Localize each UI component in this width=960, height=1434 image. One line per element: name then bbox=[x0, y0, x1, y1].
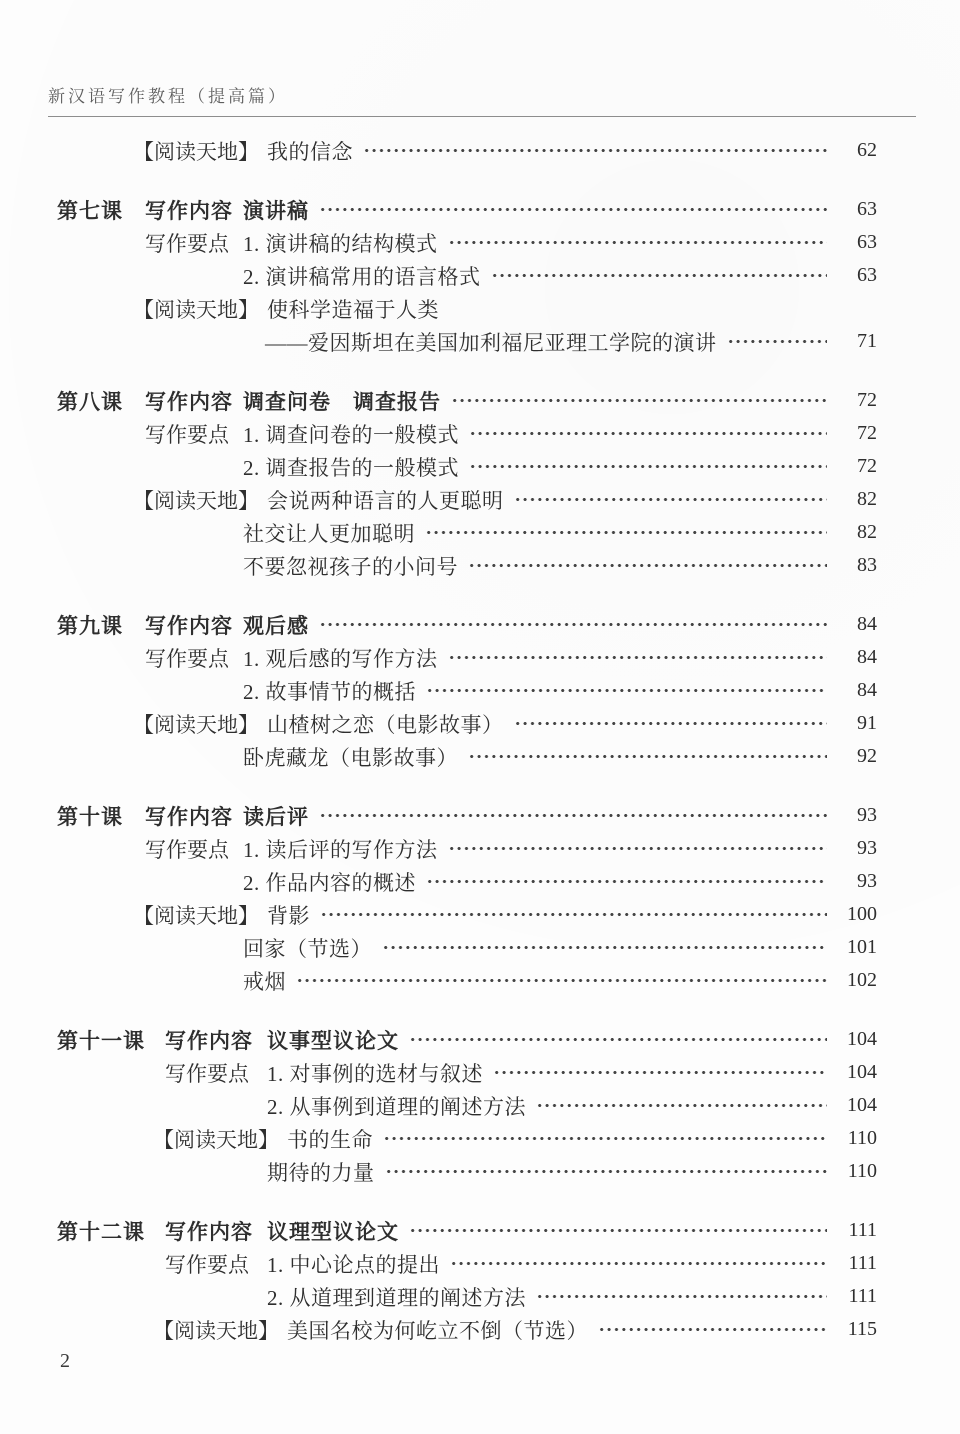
page-ref: 93 bbox=[857, 837, 877, 859]
page-ref: 110 bbox=[847, 1127, 877, 1149]
page-ref: 110 bbox=[847, 1160, 877, 1182]
toc-row bbox=[57, 1056, 877, 1089]
toc-row bbox=[57, 226, 877, 259]
dot-leader bbox=[383, 1122, 827, 1155]
toc-row bbox=[57, 964, 877, 997]
entry-title: 读后评 bbox=[243, 805, 309, 829]
page-ref: 71 bbox=[857, 330, 877, 352]
dot-leader bbox=[319, 799, 827, 832]
header-rule bbox=[48, 116, 916, 117]
lesson-label: 第八课 bbox=[57, 390, 123, 414]
toc-row bbox=[57, 707, 877, 740]
dot-leader bbox=[448, 641, 828, 674]
lesson-label: 第十课 bbox=[57, 805, 123, 829]
toc-row bbox=[57, 1280, 877, 1313]
page-ref: 84 bbox=[857, 679, 877, 701]
dot-leader bbox=[536, 1089, 827, 1122]
dot-leader bbox=[426, 674, 827, 707]
dot-leader bbox=[319, 193, 827, 226]
entry-title: 调查问卷 调查报告 bbox=[243, 390, 441, 414]
page-ref: 104 bbox=[847, 1061, 877, 1083]
toc-row bbox=[57, 674, 877, 707]
toc-row bbox=[57, 549, 877, 582]
entry-title: 1. 读后评的写作方法 bbox=[243, 837, 438, 862]
page-ref: 111 bbox=[848, 1252, 877, 1274]
toc-row bbox=[57, 1214, 877, 1247]
row-label: 写作要点 bbox=[165, 1061, 249, 1086]
reading-bracket-label: 【阅读天地】 bbox=[133, 712, 259, 737]
entry-title: 2. 演讲稿常用的语言格式 bbox=[243, 264, 481, 289]
lesson-label: 第九课 bbox=[57, 614, 123, 638]
book-title: 新汉语写作教程（提高篇） bbox=[48, 87, 288, 106]
toc-row bbox=[57, 641, 877, 674]
entry-title: 卧虎藏龙（电影故事） bbox=[243, 745, 458, 770]
toc-row bbox=[57, 799, 877, 832]
toc-row bbox=[57, 384, 877, 417]
entry-title: ——爱因斯坦在美国加利福尼亚理工学院的演讲 bbox=[265, 330, 717, 355]
entry-title: 1. 中心论点的提出 bbox=[267, 1252, 440, 1277]
page-ref: 115 bbox=[847, 1318, 877, 1340]
page-ref: 93 bbox=[857, 804, 877, 826]
page-ref: 83 bbox=[857, 554, 877, 576]
toc-section bbox=[57, 799, 877, 997]
toc-row bbox=[57, 1247, 877, 1280]
dot-leader bbox=[514, 483, 828, 516]
toc-section bbox=[57, 1023, 877, 1188]
toc-section bbox=[57, 384, 877, 582]
dot-leader bbox=[450, 1247, 827, 1280]
toc-row bbox=[57, 608, 877, 641]
page-ref: 111 bbox=[848, 1285, 877, 1307]
row-label: 写作内容 bbox=[145, 390, 233, 414]
toc-section bbox=[57, 193, 877, 358]
row-label: 写作内容 bbox=[165, 1029, 253, 1053]
toc-row bbox=[57, 134, 877, 167]
toc-row bbox=[57, 325, 877, 358]
dot-leader bbox=[536, 1280, 827, 1313]
page-ref: 72 bbox=[857, 422, 877, 444]
entry-title: 2. 故事情节的概括 bbox=[243, 679, 416, 704]
reading-bracket-label: 【阅读天地】 bbox=[153, 1127, 279, 1152]
toc-row bbox=[57, 193, 877, 226]
page-ref: 104 bbox=[847, 1094, 877, 1116]
entry-title: 1. 观后感的写作方法 bbox=[243, 646, 438, 671]
page-ref: 62 bbox=[857, 139, 877, 161]
toc-section bbox=[57, 608, 877, 773]
entry-title: 1. 演讲稿的结构模式 bbox=[243, 231, 438, 256]
dot-leader bbox=[382, 931, 827, 964]
page-ref: 82 bbox=[857, 521, 877, 543]
dot-leader bbox=[426, 865, 827, 898]
entry-title: 2. 调查报告的一般模式 bbox=[243, 455, 459, 480]
entry-title: 戒烟 bbox=[243, 969, 286, 994]
page-ref: 63 bbox=[857, 198, 877, 220]
entry-title: 我的信念 bbox=[267, 139, 353, 164]
toc-row bbox=[57, 1155, 877, 1188]
folio-page-number: 2 bbox=[60, 1350, 70, 1372]
row-label: 写作要点 bbox=[145, 646, 229, 671]
row-label: 写作内容 bbox=[165, 1220, 253, 1244]
dot-leader bbox=[385, 1155, 828, 1188]
row-label: 写作要点 bbox=[145, 231, 229, 256]
toc-row bbox=[57, 740, 877, 773]
toc-row bbox=[57, 450, 877, 483]
entry-title: 期待的力量 bbox=[267, 1160, 375, 1185]
page-ref: 100 bbox=[847, 903, 877, 925]
dot-leader bbox=[363, 134, 827, 167]
reading-bracket-label: 【阅读天地】 bbox=[133, 297, 259, 322]
toc-row bbox=[57, 898, 877, 931]
row-label: 写作要点 bbox=[145, 837, 229, 862]
entry-title: 演讲稿 bbox=[243, 199, 309, 223]
row-label: 写作内容 bbox=[145, 199, 233, 223]
reading-bracket-label: 【阅读天地】 bbox=[133, 903, 259, 928]
toc-row bbox=[57, 1089, 877, 1122]
page-ref: 111 bbox=[848, 1219, 877, 1241]
entry-title: 回家（节选） bbox=[243, 936, 372, 961]
page-ref: 84 bbox=[857, 646, 877, 668]
dot-leader bbox=[469, 450, 827, 483]
page-ref: 93 bbox=[857, 870, 877, 892]
row-label: 写作要点 bbox=[145, 422, 229, 447]
toc-row bbox=[57, 832, 877, 865]
lesson-label: 第七课 bbox=[57, 199, 123, 223]
entry-title: 美国名校为何屹立不倒（节选） bbox=[287, 1318, 588, 1343]
dot-leader bbox=[493, 1056, 827, 1089]
entry-title: 山楂树之恋（电影故事） bbox=[267, 712, 504, 737]
page-ref: 72 bbox=[857, 455, 877, 477]
toc-row bbox=[57, 417, 877, 450]
toc-row bbox=[57, 516, 877, 549]
dot-leader bbox=[451, 384, 827, 417]
page-ref: 104 bbox=[847, 1028, 877, 1050]
entry-title: 2. 从道理到道理的阐述方法 bbox=[267, 1285, 526, 1310]
dot-leader bbox=[409, 1214, 827, 1247]
entry-title: 使科学造福于人类 bbox=[267, 297, 439, 322]
entry-title: 书的生命 bbox=[287, 1127, 373, 1152]
lesson-label: 第十二课 bbox=[57, 1220, 145, 1244]
page-ref: 63 bbox=[857, 231, 877, 253]
dot-leader bbox=[425, 516, 827, 549]
entry-title: 1. 调查问卷的一般模式 bbox=[243, 422, 459, 447]
dot-leader bbox=[448, 226, 828, 259]
dot-leader bbox=[491, 259, 828, 292]
page-ref: 82 bbox=[857, 488, 877, 510]
dot-leader bbox=[514, 707, 828, 740]
entry-title: 观后感 bbox=[243, 614, 309, 638]
row-label: 写作要点 bbox=[165, 1252, 249, 1277]
dot-leader bbox=[727, 325, 828, 358]
page-ref: 72 bbox=[857, 389, 877, 411]
reading-bracket-label: 【阅读天地】 bbox=[133, 488, 259, 513]
table-of-contents bbox=[57, 134, 877, 1346]
toc-row bbox=[57, 483, 877, 516]
dot-leader bbox=[598, 1313, 827, 1346]
entry-title: 2. 从事例到道理的阐述方法 bbox=[267, 1094, 526, 1119]
entry-title: 背影 bbox=[267, 903, 310, 928]
reading-bracket-label: 【阅读天地】 bbox=[133, 139, 259, 164]
dot-leader bbox=[409, 1023, 827, 1056]
dot-leader bbox=[448, 832, 828, 865]
entry-title: 2. 作品内容的概述 bbox=[243, 870, 416, 895]
entry-title: 社交让人更加聪明 bbox=[243, 521, 415, 546]
entry-title: 会说两种语言的人更聪明 bbox=[267, 488, 504, 513]
page-ref: 102 bbox=[847, 969, 877, 991]
row-label: 写作内容 bbox=[145, 614, 233, 638]
toc-row bbox=[57, 1313, 877, 1346]
toc-row bbox=[57, 865, 877, 898]
page-ref: 91 bbox=[857, 712, 877, 734]
page-ref: 84 bbox=[857, 613, 877, 635]
page-ref: 92 bbox=[857, 745, 877, 767]
dot-leader bbox=[468, 740, 827, 773]
dot-leader bbox=[296, 964, 827, 997]
row-label: 写作内容 bbox=[145, 805, 233, 829]
entry-title: 议事型议论文 bbox=[267, 1029, 399, 1053]
entry-title: 议理型议论文 bbox=[267, 1220, 399, 1244]
dot-leader bbox=[320, 898, 827, 931]
entry-title: 1. 对事例的选材与叙述 bbox=[267, 1061, 483, 1086]
toc-row bbox=[57, 259, 877, 292]
toc-section bbox=[57, 1214, 877, 1346]
entry-title: 不要忽视孩子的小问号 bbox=[243, 554, 458, 579]
page-ref: 101 bbox=[847, 936, 877, 958]
dot-leader bbox=[319, 608, 827, 641]
dot-leader bbox=[469, 417, 827, 450]
toc-row bbox=[57, 1122, 877, 1155]
reading-bracket-label: 【阅读天地】 bbox=[153, 1318, 279, 1343]
toc-row bbox=[57, 1023, 877, 1056]
toc-row bbox=[57, 292, 877, 325]
dot-leader bbox=[468, 549, 827, 582]
toc-section bbox=[57, 134, 877, 167]
page-ref: 63 bbox=[857, 264, 877, 286]
lesson-label: 第十一课 bbox=[57, 1029, 145, 1053]
toc-row bbox=[57, 931, 877, 964]
